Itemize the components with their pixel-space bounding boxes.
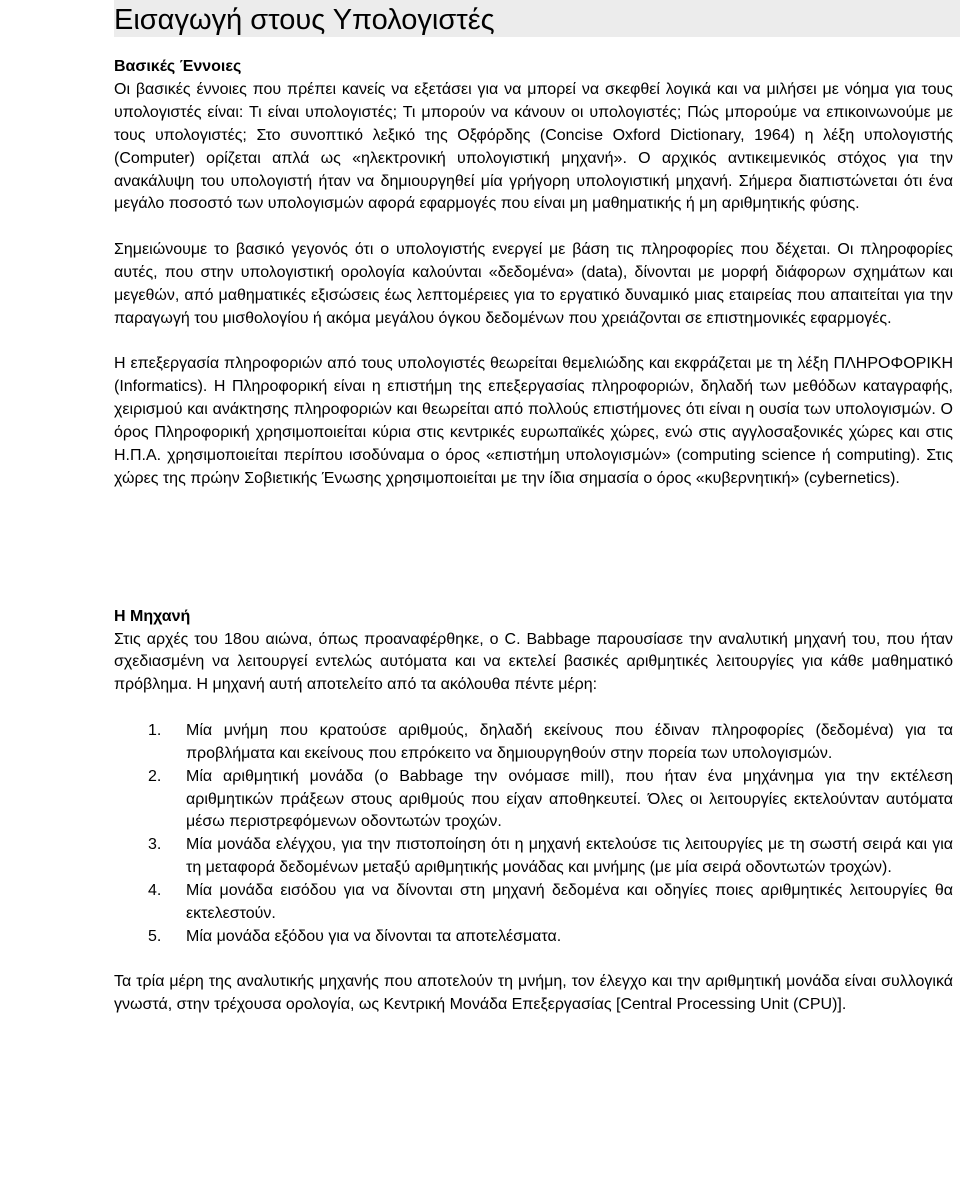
list-item-text: Μία αριθμητική μονάδα (ο Babbage την ονόμασε mill), που ήταν ένα μηχάνημα για την εκτέλεση αριθμητικών πράξεων στους αριθμούς που είχαν αποθηκευτεί. Όλες οι λειτουργίες εκτελούνταν αυτόματα μέσω περιστρεφόμενων οδοντωτών τροχών. (186, 767, 953, 831)
paragraph: Σημειώνουμε το βασικό γεγονός ότι ο υπολογιστής ενεργεί με βάση τις πληροφορίες που δέχεται. Οι πληροφορίες αυτές, που στην υπολογιστική ορολογία καλούνται «δεδομένα» (data), δίνονται με μορφή διάφορων σχημάτων και μεγεθών, από μαθηματικές εξισώσεις έως λεπτομέρειες για το εργατικό δυναμικό μιας εταιρείας που απαιτείται για την παραγωγή του μισθολογίου ή ακόμα μεγάλου όγκου δεδομένων που χρειάζονται σε επιστημονικές εφαρμογές. (114, 240, 953, 327)
spacer (114, 949, 953, 972)
section-heading-basic-concepts: Βασικές Έννοιες (114, 58, 242, 75)
paragraph: Τα τρία μέρη της αναλυτικής μηχανής που αποτελούν τη μνήμη, τον έλεγχο και την αριθμητική μονάδα είναι συλλογικά γνωστά, στην τρέχουσα ορολογία, ως Κεντρική Μονάδα Επεξεργασίας [Central Processing Unit (CPU)]. (114, 973, 953, 1014)
list-item-number: 4. (148, 882, 162, 900)
list-item-number: 5. (148, 927, 162, 945)
spacer (114, 491, 953, 606)
list-item-text: Μία μονάδα ελέγχου, για την πιστοποίηση ότι η μηχανή εκτελούσε τις λειτουργίες με τη σωστή σειρά και για τη μεταφορά δεδομένων μεταξύ αριθμητικής μονάδας και μνήμης (με μία σειρά οδοντωτών τροχών). (186, 836, 953, 877)
list-item-text: Μία μνήμη που κρατούσε αριθμούς, δηλαδή εκείνους που έδιναν πληροφορίες (δεδομένα) για τα προβλήματα και εκείνους που επρόκειτο να δημιουργηθούν στην πορεία των υπολογισμών. (186, 721, 953, 762)
list-item-number: 2. (148, 767, 162, 785)
list-item-number: 1. (148, 721, 162, 739)
list-item (114, 926, 953, 949)
list-item-text: Μία μονάδα εισόδου για να δίνονται στη μηχανή δεδομένα και οδηγίες ποιες αριθμητικές λειτουργίες θα εκτελεστούν. (186, 882, 953, 923)
list-item (114, 834, 953, 880)
list-item-text: Μία μονάδα εξόδου για να δίνονται τα αποτελέσματα. (186, 927, 562, 945)
machine-parts-list (114, 720, 953, 949)
list-item (114, 766, 953, 835)
paragraph: Η επεξεργασία πληροφοριών από τους υπολογιστές θεωρείται θεμελιώδης και εκφράζεται με τη λέξη ΠΛΗΡΟΦΟΡΙΚΗ (Informatics). Η Πληροφορική είναι η επιστήμη της επεξεργασίας πληροφοριών, δηλαδή των μεθόδων καταγραφής, χειρισμού και ανάκτησης πληροφοριών και θεωρείται από πολλούς επιστήμονες ότι είναι η ουσία των υπολογισμών. Ο όρος Πληροφορική χρησιμοποιείται κύρια στις κεντρικές ευρωπαϊκές χώρες, ενώ στις αγγλοσαξονικές χώρες και στις Η.Π.Α. χρησιμοποιείται περίπου ισοδύναμα ο όρος «επιστήμη υπολογισμών» (computing science ή computing). Στις χώρες της πρώην Σοβιετικής Ένωσης χρησιμοποιείται με την ίδια σημασία ο όρος «κυβερνητική» (cybernetics). (114, 355, 953, 487)
spacer (114, 216, 953, 239)
page-title: Εισαγωγή στους Υπολογιστές (114, 4, 495, 36)
document-body (114, 56, 953, 1017)
list-item (114, 880, 953, 926)
paragraph: Στις αρχές του 18ου αιώνα, όπως προαναφέρθηκε, ο C. Babbage παρουσίασε την αναλυτική μηχανή του, που ήταν σχεδιασμένη να λειτουργεί εντελώς αυτόματα και να εκτελεί βασικές αριθμητικές λειτουργίες για κάθε μαθηματικό πρόβλημα. Η μηχανή αυτή αποτελείτο από τα ακόλουθα πέντε μέρη: (114, 630, 953, 694)
spacer (114, 697, 953, 720)
list-item-number: 3. (148, 836, 162, 854)
section-heading-machine: Η Μηχανή (114, 607, 191, 625)
list-item (114, 720, 953, 766)
spacer (114, 331, 953, 354)
paragraph: Οι βασικές έννοιες που πρέπει κανείς να εξετάσει για να μπορεί να σκεφθεί λογικά και να μιλήσει με νόημα για τους υπολογιστές είναι: Τι είναι υπολογιστές; Τι μπορούν να κάνουν οι υπολογιστές; Πώς μπορούμε να επικοινωνούμε με τους υπολογιστές; Στο συνοπτικό λεξικό της Οξφόρδης (Concise Oxford Dictionary, 1964) η λέξη υπολογιστής (Computer) ορίζεται απλά ως «ηλεκτρονική υπολογιστική μηχανή». Ο αρχικός αντικειμενικός στόχος για την ανακάλυψη του υπολογιστή ήταν να δημιουργηθεί μία γρήγορη υπολογιστική μηχανή. Σήμερα διαπιστώνεται ότι ένα μεγάλο ποσοστό των υπολογισμών αφορά εφαρμογές που είναι μη μαθηματικής ή μη αριθμητικής φύσης. (114, 80, 953, 213)
